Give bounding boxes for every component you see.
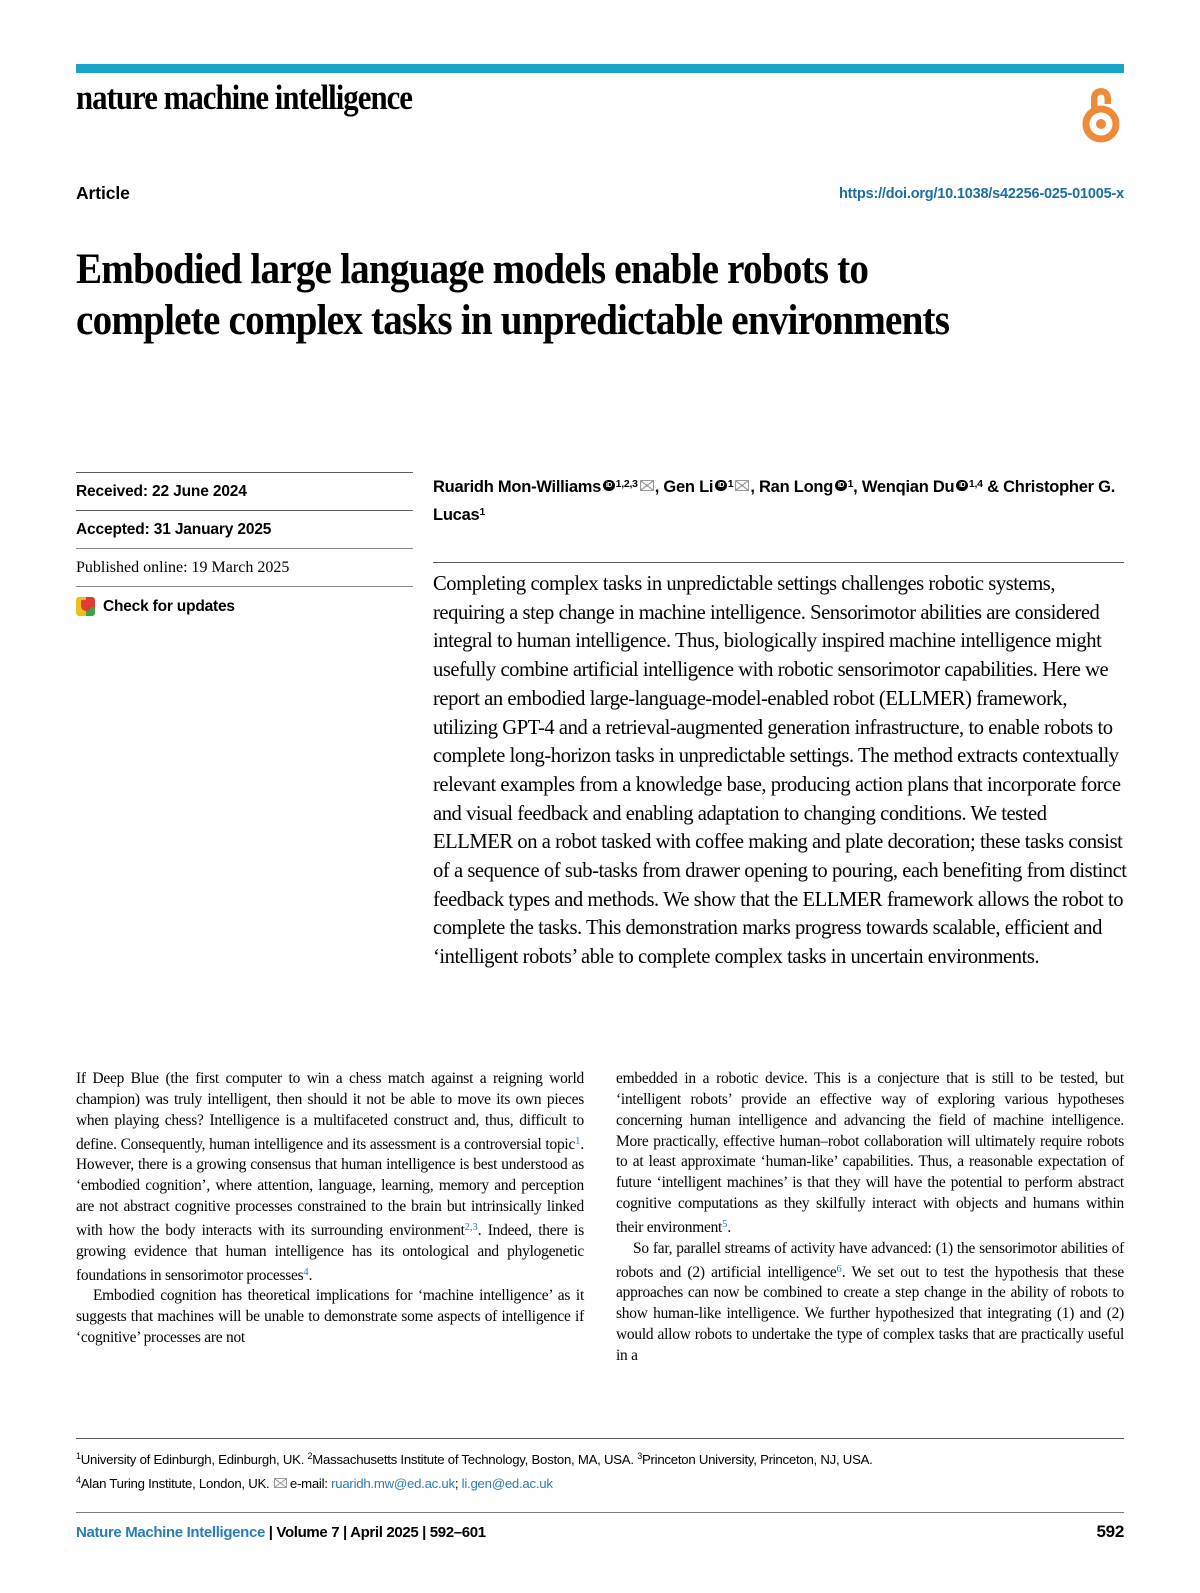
footer-journal-name: Nature Machine Intelligence [76, 1524, 265, 1541]
doi-link[interactable]: https://doi.org/10.1038/s42256-025-01005-x [839, 186, 1124, 202]
divider [76, 1512, 1124, 1513]
abstract-text: Completing complex tasks in unpredictable settings challenges robotic systems, requiring a step change in machine intelligence. Sensorimotor abilities are considered integral to human intelligence. Thus, biologically inspired machine intelligence might usefully combine artificial intelligence with robotic sensorimotor capabilities. Here we report an embodied large-language-model-enabled robot (ELLMER) framework, utilizing GPT-4 and a retrieval-augmented generation infrastructure, to enable robots to complete long-horizon tasks in unpredictable settings. The method extracts contextually relevant examples from a knowledge base, producing action plans that incorporate force and visual feedback and enabling adaptation to changing conditions. We tested ELLMER on a robot tasked with coffee making and plate decoration; these tasks consist of a sequence of sub-tasks from drawer opening to pouring, each benefiting from distinct feedback types and methods. We show that the ELLMER framework allows the robot to complete the tasks. This demonstration marks progress towards scalable, efficient and ‘intelligent robots’ able to complete complex tasks in uncertain environments. [433, 573, 1127, 969]
orcid-icon[interactable] [956, 480, 968, 492]
orcid-icon[interactable] [603, 480, 615, 492]
article-page [76, 0, 1127, 1593]
affiliations-block: $^1$University of Edinburgh, Edinburgh, UK. $^2$Massachusetts Institute of Technology, Boston, MA, USA. $^3$Princeton University, Princeton, NJ, USA. $^4$Alan Turing Institute, London, UK. e-mail: ruaridh.mw@ed.ac.uk; li.gen@ed.ac.uk [76, 1451, 873, 1491]
open-access-padlock-icon [1078, 84, 1124, 144]
affiliation-marker: 1 [76, 1451, 81, 1461]
citation-reference[interactable]: 4 [303, 1266, 309, 1278]
author-affiliation-marker: 1,4 [968, 478, 983, 490]
author-affiliation-marker: 1 [727, 478, 734, 490]
citation-reference[interactable]: 2,3 [464, 1221, 478, 1233]
footer-volume-info: | Volume 7 | April 2025 | 592–601 [264, 1524, 486, 1541]
journal-nameplate: nature machine intelligence [76, 78, 413, 117]
author-affiliation-marker: 1 [479, 506, 486, 518]
orcid-icon[interactable] [835, 480, 847, 492]
author-name: Christopher G. Lucas [433, 478, 1116, 524]
page-number: 592 [1096, 1522, 1124, 1541]
envelope-icon[interactable] [735, 480, 749, 491]
body-paragraph: embedded in a robotic device. This is a conjecture that is still to be tested, but ‘intelligent robots’ provide an effective way of exploring various hypotheses concerning human intelligence and advancing the field of machine intelligence. More practically, effective human–robot collaboration will ultimately require robots to at least approximate ‘human-like’ capabilities. Thus, a reasonable expectation of future ‘intelligent machines’ is that they will have the potential to perform abstract cognitive computations as they skilfully interact with objects and humans within their environment$^5$. [616, 1070, 1124, 1236]
check-for-updates-button[interactable] [76, 587, 413, 616]
masthead-rule [76, 64, 1124, 73]
author-name: Wenqian Du [861, 478, 955, 496]
author-name: Ruaridh Mon-Williams [433, 478, 602, 496]
citation-reference[interactable]: 5 [722, 1218, 728, 1230]
affiliation-marker: 4 [76, 1475, 81, 1485]
body-column-left [76, 1069, 584, 1349]
email-label: e-mail: [289, 1476, 332, 1491]
divider [76, 1438, 1124, 1439]
email-link[interactable]: ruaridh.mw@ed.ac.uk [331, 1476, 455, 1491]
affiliation-text: University of Edinburgh, Edinburgh, UK. [80, 1452, 308, 1467]
divider [433, 562, 1124, 563]
citation-reference[interactable]: 1 [575, 1135, 581, 1147]
author-affiliation-marker: 1 [847, 478, 854, 490]
body-paragraph: Embodied cognition has theoretical implications for ‘machine intelligence’ as it suggests that machines will be unable to demonstrate some aspects of intelligence if ‘cognitive’ processes are not [76, 1287, 584, 1347]
article-type-label: Article [76, 183, 130, 203]
author-list: Ruaridh Mon-Williams iD $^{1,2,3}$ , Gen Li iD $^1$ , Ran Long iD $^1$, Wenqian Du iD $^{1,4}$ & Christopher G. Lucas$^1$ [433, 472, 1124, 528]
page-title: Embodied large language models enable robots to complete complex tasks in unpredictable environments [76, 245, 950, 345]
check-updates-label: Check for updates [103, 597, 235, 615]
affiliation-text: Alan Turing Institute, London, UK. [80, 1476, 273, 1491]
envelope-icon [274, 1478, 287, 1488]
article-metadata [76, 472, 413, 616]
body-column-right [616, 1069, 1124, 1367]
citation-reference[interactable]: 6 [836, 1263, 842, 1275]
orcid-icon[interactable] [715, 480, 727, 492]
email-link[interactable]: li.gen@ed.ac.uk [461, 1476, 553, 1491]
author-affiliation-marker: 1,2,3 [615, 478, 638, 490]
affiliation-marker: 2 [307, 1451, 313, 1461]
accepted-date: Accepted: 31 January 2025 [76, 521, 272, 538]
envelope-icon[interactable] [640, 480, 654, 491]
affiliation-text: Massachusetts Institute of Technology, Boston, MA, USA. [312, 1452, 638, 1467]
body-paragraph: So far, parallel streams of activity have advanced: (1) the sensorimotor abilities of robots and (2) artificial intelligence$^6$. We set out to test the hypothesis that these approaches can now be combined to create a step change in the ability of robots to show human-like intelligence. We further hypothesized that integrating (1) and (2) would allow robots to undertake the type of complex tasks that are practically useful in a [616, 1239, 1124, 1364]
published-date: Published online: 19 March 2025 [76, 559, 290, 576]
author-name: Ran Long [759, 478, 834, 496]
author-name: Gen Li [663, 478, 714, 496]
affiliation-marker: 3 [637, 1451, 642, 1461]
body-paragraph: If Deep Blue (the first computer to win a chess match against a reigning world champion) was truly intelligent, then should it not be able to move its own pieces when playing chess? Intelligence is a multifaceted construct and, thus, difficult to define. Consequently, human intelligence and its assessment is a controversial topic$^1$. However, there is a growing consensus that human intelligence is best understood as ‘embodied cognition’, where attention, language, learning, memory and perception are not abstract cognitive processes constrained to the brain but intrinsically linked with how the body interacts with its surrounding environment$^{2,3}$. Indeed, there is growing evidence that human intelligence has its ontological and phylogenetic foundations in sensorimotor processes$^4$. [76, 1070, 584, 1284]
affiliation-text: Princeton University, Princeton, NJ, USA. [641, 1452, 873, 1467]
received-date: Received: 22 June 2024 [76, 483, 247, 500]
footer-citation [76, 1524, 486, 1541]
crossmark-badge-icon [76, 597, 95, 616]
